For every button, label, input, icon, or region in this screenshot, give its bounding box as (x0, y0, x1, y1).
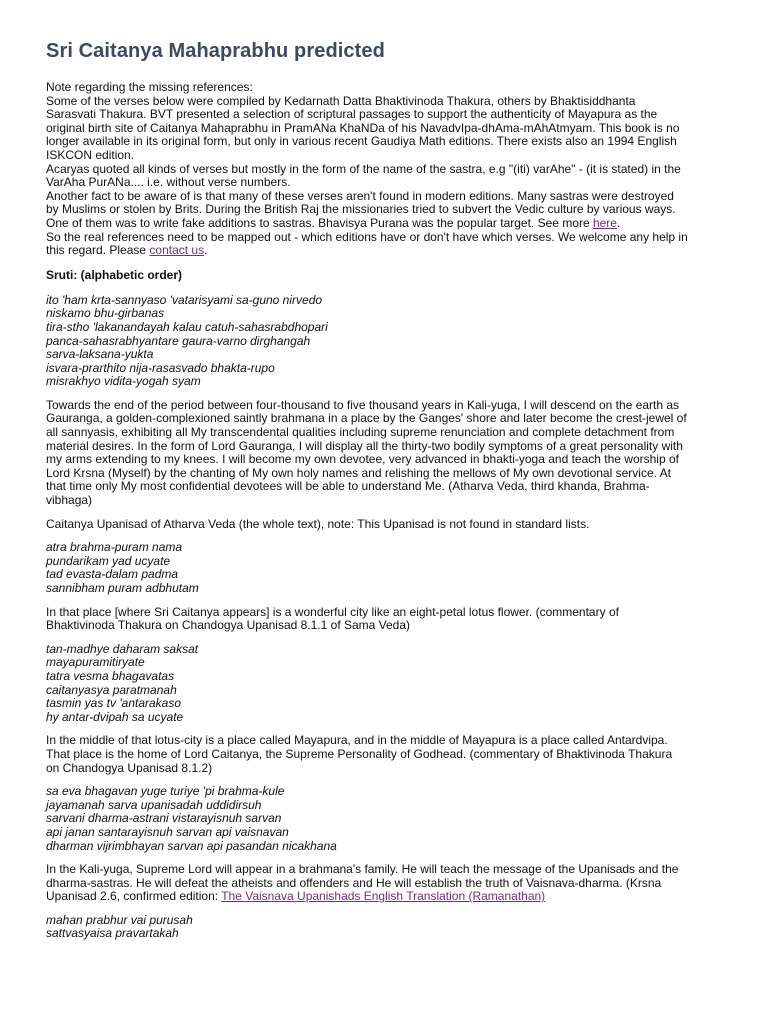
text-line: original birth site of Caitanya Mahaprabhu in PramANa KhaNDa of his NavadvIpa-dhAma-mAhAtmyam. This book is no (46, 120, 680, 135)
verse-line: atra brahma-puram nama (46, 540, 183, 555)
here-link[interactable]: here (592, 215, 617, 230)
text-line: by Muslims or stolen by Brits. During the British Raj the missionaries tried to subvert the Vedic culture by various ways. (46, 202, 676, 217)
text-line: Acaryas quoted all kinds of verses but mostly in the form of the name of the sastra, e.g "(iti) varAhe" - (it is stated) in the (46, 161, 681, 176)
verse-line: dharman vijrimbhayan sarvan api pasandan nicakhana (46, 838, 337, 853)
text-line: on Chandogya Upanisad 8.1.2) (46, 760, 213, 775)
verse-block-2 (46, 541, 736, 595)
verse-block-5 (46, 914, 736, 941)
text-line: In that place [where Sri Caitanya appears] is a wonderful city like an eight-petal lotus flower. (commentary of (46, 604, 619, 619)
verse-line: misrakhyo vidita-yogah syam (46, 374, 201, 389)
text-segment: this regard. Please (46, 243, 150, 258)
text-segment: . (204, 243, 208, 258)
translation-paragraph-4 (46, 734, 736, 775)
contact-us-link[interactable]: contact us (149, 243, 205, 258)
text-segment: Upanisad 2.6, confirmed edition: (46, 889, 222, 904)
translation-paragraph-3 (46, 606, 736, 633)
text-line: vibhaga) (46, 493, 93, 508)
verse-line: sattvasyaisa pravartakah (46, 926, 179, 941)
verse-line: sannibham puram adbhutam (46, 581, 199, 595)
translation-paragraph-5 (46, 863, 736, 904)
text-line: all sannyasis, exhibiting all My transcendental qualities including supreme renunciation and complete detachment from (46, 425, 675, 440)
translation-paragraph-1 (46, 399, 736, 508)
verse-line: pundarikam yad ucyate (46, 553, 171, 568)
verse-line: sarvani dharma-astrani vistarayisnuh sarvan (46, 811, 282, 826)
verse-line: tan-madhye daharam saksat (46, 641, 199, 656)
text-line: that time only My most confidential devotees will be able to understand Me. (Atharva Veda, third khanda, Brahma- (46, 479, 650, 494)
verse-line: tatra vesma bhagavatas (46, 668, 175, 683)
verse-line: tasmin yas tv 'antarakaso (46, 696, 182, 711)
intro-note (46, 81, 736, 258)
text-line: Bhaktivinoda Thakura on Chandogya Upanisad 8.1.1 of Sama Veda) (46, 618, 411, 633)
text-line: That place is the home of Lord Caitanya, the Supreme Personality of Godhead. (commentary of Bhaktivinoda Thakura (46, 746, 673, 761)
text-segment: One of them was to write fake additions to sastras. Bhavisya Purana was the popular target. See more (46, 215, 593, 230)
text-line: material desires. In the form of Lord Gauranga, I will display all the thirty-two bodily symptoms of a great personality with (46, 438, 683, 453)
verse-line: mahan prabhur vai purusah (46, 912, 193, 927)
text-line (46, 217, 736, 231)
verse-line: caitanyasya paratmanah (46, 682, 177, 697)
caitanya-upanisad-note (46, 518, 736, 532)
verse-line: hy antar-dvipah sa ucyate (46, 709, 184, 724)
verse-line: sarva-laksana-yukta (46, 347, 154, 362)
verse-line: isvara-prarthito nija-rasasvado bhakta-rupo (46, 360, 275, 375)
text-line: VarAha PurANa.... i.e. without verse numbers. (46, 175, 291, 190)
text-line: dharma-sastras. He will defeat the atheists and offenders and He will establish the truth of Vaisnava-dharma. (Krsna (46, 875, 662, 890)
verse-line: jayamanah sarva upanisadah uddidirsuh (46, 797, 262, 812)
text-line (46, 244, 736, 258)
text-line: Gauranga, a golden-complexioned saintly brahmana in a place by the Ganges' shore and later become the crest-jewel of (46, 411, 687, 426)
text-segment: . (616, 215, 621, 230)
text-line: Another fact to be aware of is that many of these verses aren't found in modern editions. Many sastras were destroyed (46, 188, 674, 203)
verse-line: panca-sahasrabhyantare gaura-varno dirghangah (46, 333, 311, 348)
text-line: my arms extending to my knees. I will become my own devotee, very advanced in bhakti-yoga and teach the worship of (46, 452, 679, 467)
text-line: ISKCON edition. (46, 147, 135, 162)
verse-line: tad evasta-dalam padma (46, 567, 179, 582)
sruti-heading: Sruti: (alphabetic order) (46, 267, 183, 282)
verse-line: api janan santarayisnuh sarvan api vaisnavan (46, 824, 289, 839)
text-line: Note regarding the missing references: (46, 80, 253, 94)
text-line: Towards the end of the period between four-thousand to five thousand years in Kali-yuga, I will descend on the earth as (46, 397, 680, 412)
vaisnava-upanishads-link[interactable]: The Vaisnava Upanishads English Translation (Ramanathan) (221, 889, 546, 904)
text-line: So the real references need to be mapped out - which editions have or don't have which verses. We welcome any help in (46, 229, 688, 244)
page-title: Sri Caitanya Mahaprabhu predicted (46, 40, 385, 62)
verse-line: mayapuramitiryate (46, 655, 145, 670)
text-line (46, 890, 736, 904)
text-line: longer available in its original form, but only in various recent Gaudiya Math editions. There exists also an 1994 English (46, 134, 677, 149)
text-line: In the middle of that lotus-city is a place called Mayapura, and in the middle of Mayapura is a place called Antardvipa. (46, 733, 668, 748)
verse-block-4 (46, 785, 736, 853)
verse-block-1 (46, 294, 736, 389)
text-line: Sarasvati Thakura. BVT presented a selection of scriptural passages to support the authenticity of Mayapura as the (46, 107, 658, 122)
text-line: Caitanya Upanisad of Atharva Veda (the whole text), note: This Upanisad is not found in standard lists. (46, 516, 590, 531)
verse-line: tira-stho 'lakanandayah kalau catuh-sahasrabdhopari (46, 319, 328, 334)
verse-block-3 (46, 643, 736, 725)
verse-line: ito 'ham krta-sannyaso 'vatarisyami sa-guno nirvedo (46, 292, 323, 307)
verse-line: sa eva bhagavan yuge turiye 'pi brahma-kule (46, 784, 285, 799)
verse-line: niskamo bhu-girbanas (46, 306, 165, 321)
text-line: Some of the verses below were compiled by Kedarnath Datta Bhaktivinoda Thakura, others by Bhaktisiddhanta (46, 93, 636, 108)
text-line: Lord Krsna (Myself) by the chanting of My own holy names and relishing the mellows of My own devotional service. At (46, 465, 671, 480)
text-line: In the Kali-yuga, Supreme Lord will appear in a brahmana's family. He will teach the message of the Upanisads and the (46, 862, 679, 877)
